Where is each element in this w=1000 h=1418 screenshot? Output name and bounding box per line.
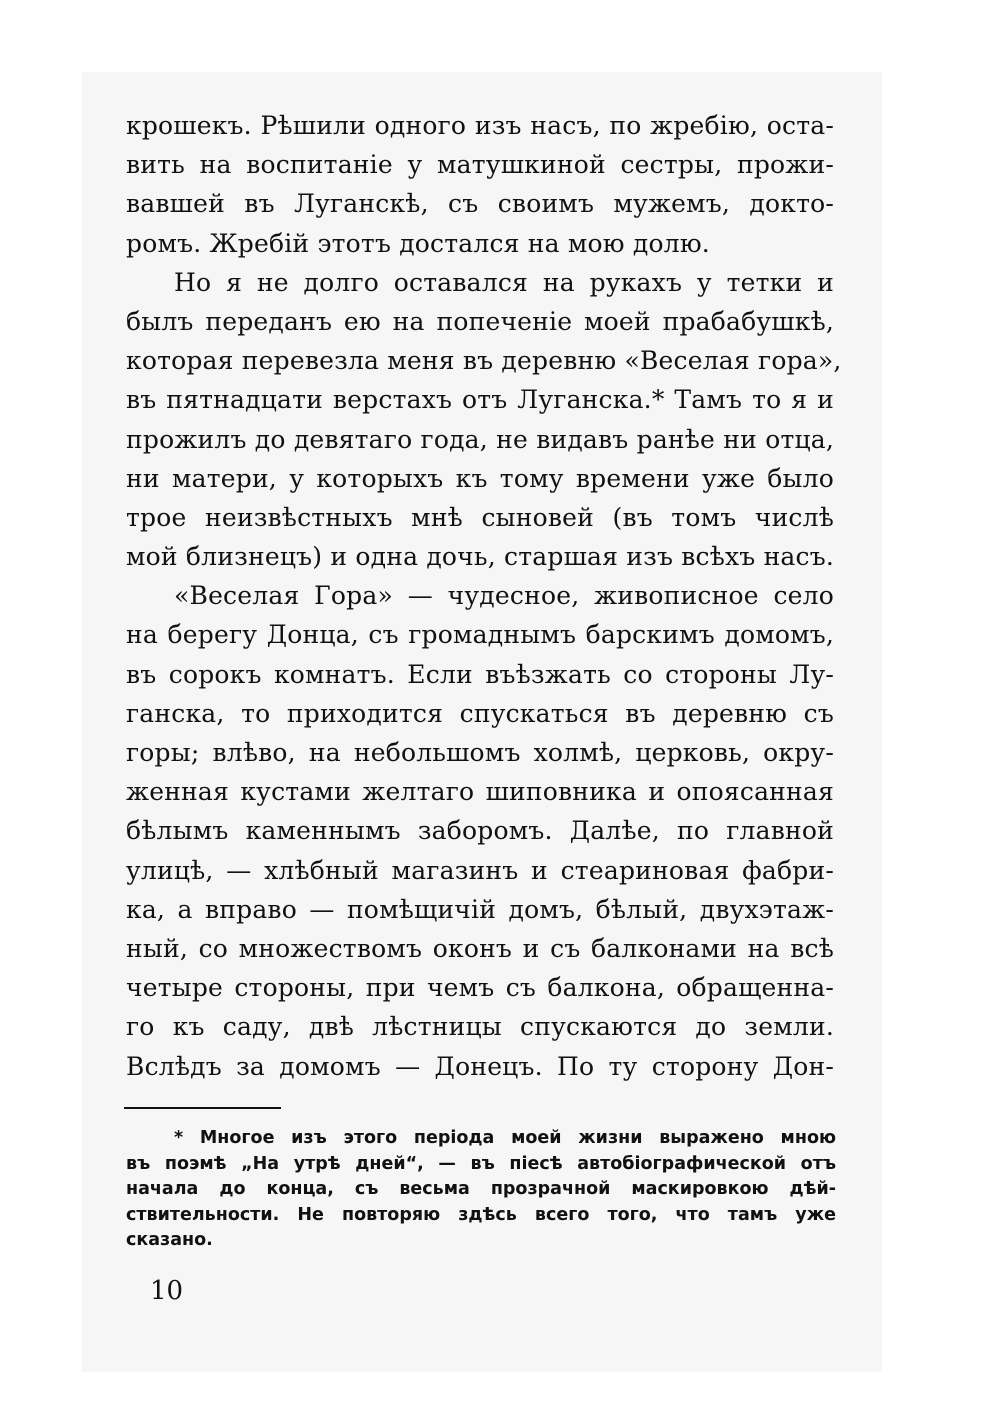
body-line: «Веселая Гора» — чудесное, живописное село [174,581,834,611]
footnote [126,1126,836,1254]
body-line: въ сорокъ комнатъ. Если въѣзжать со стороны Лу- [126,659,834,689]
footnote-line: въ поэмѣ „На утрѣ дней“, — въ піесѣ автобіографической отъ [126,1153,836,1174]
body-line: крошекъ. Рѣшили одного изъ насъ, по жребію, оста- [126,111,834,140]
body-line: ни матери, у которыхъ къ тому времени уже было [126,463,834,493]
body-line: трое неизвѣстныхъ мнѣ сыновей (въ томъ числѣ [126,502,834,532]
body-line: горы; влѣво, на небольшомъ холмѣ, церковь, окру- [126,738,834,767]
body-line: которая перевезла меня въ деревню «Веселая гора», [126,346,842,376]
footnote-line: * Многое изъ этого періода моей жизни выражено мною [174,1128,836,1148]
page-number: 10 [150,1276,184,1306]
body-line: былъ переданъ ею на попеченіе моей прабабушкѣ, [126,306,834,336]
body-line: вить на воспитаніе у матушкиной сестры, прожи- [126,150,834,180]
body-line: Вслѣдъ за домомъ — Донецъ. По ту сторону Дон- [126,1051,834,1081]
body-line: четыре стороны, при чемъ съ балкона, обращенна- [126,973,834,1003]
body-line: женная кустами желтаго шиповника и опоясанная [126,777,834,807]
body-line: го къ саду, двѣ лѣстницы спускаются до земли. [126,1012,834,1042]
body-line: Но я не долго оставался на рукахъ у тетки и [174,267,834,297]
body-line: вавшей въ Луганскѣ, съ своимъ мужемъ, докто- [126,189,834,219]
body-line: на берегу Донца, съ громаднымъ барскимъ домомъ, [126,620,834,650]
footnote-line: начала до конца, съ весьма прозрачной маскировкою дѣй- [126,1179,836,1200]
body-line: ный, со множествомъ оконъ и съ балконами на всѣ [126,933,834,963]
body-text [126,106,842,1086]
body-line: улицѣ, — хлѣбный магазинъ и стеариновая фабри- [126,855,834,885]
body-line: ромъ. Жребій этотъ достался на мою долю. [126,228,710,258]
body-line: ганска, то приходится спускаться въ деревню съ [126,698,834,728]
body-line: мой близнецъ) и одна дочь, старшая изъ всѣхъ насъ. [126,542,834,572]
body-line: ка, а вправо — помѣщичій домъ, бѣлый, двухэтаж- [126,894,834,924]
body-line: бѣлымъ каменнымъ заборомъ. Далѣе, по главной [126,816,834,846]
footnote-line: ствительности. Не повторяю здѣсь всего того, что тамъ уже [126,1204,836,1225]
body-line: въ пятнадцати верстахъ отъ Луганска.* Тамъ то я и [126,385,834,415]
footnote-divider [124,1107,281,1109]
footnote-line: сказано. [126,1230,213,1251]
body-line: прожилъ до девятаго года, не видавъ ранѣе ни отца, [126,424,834,454]
